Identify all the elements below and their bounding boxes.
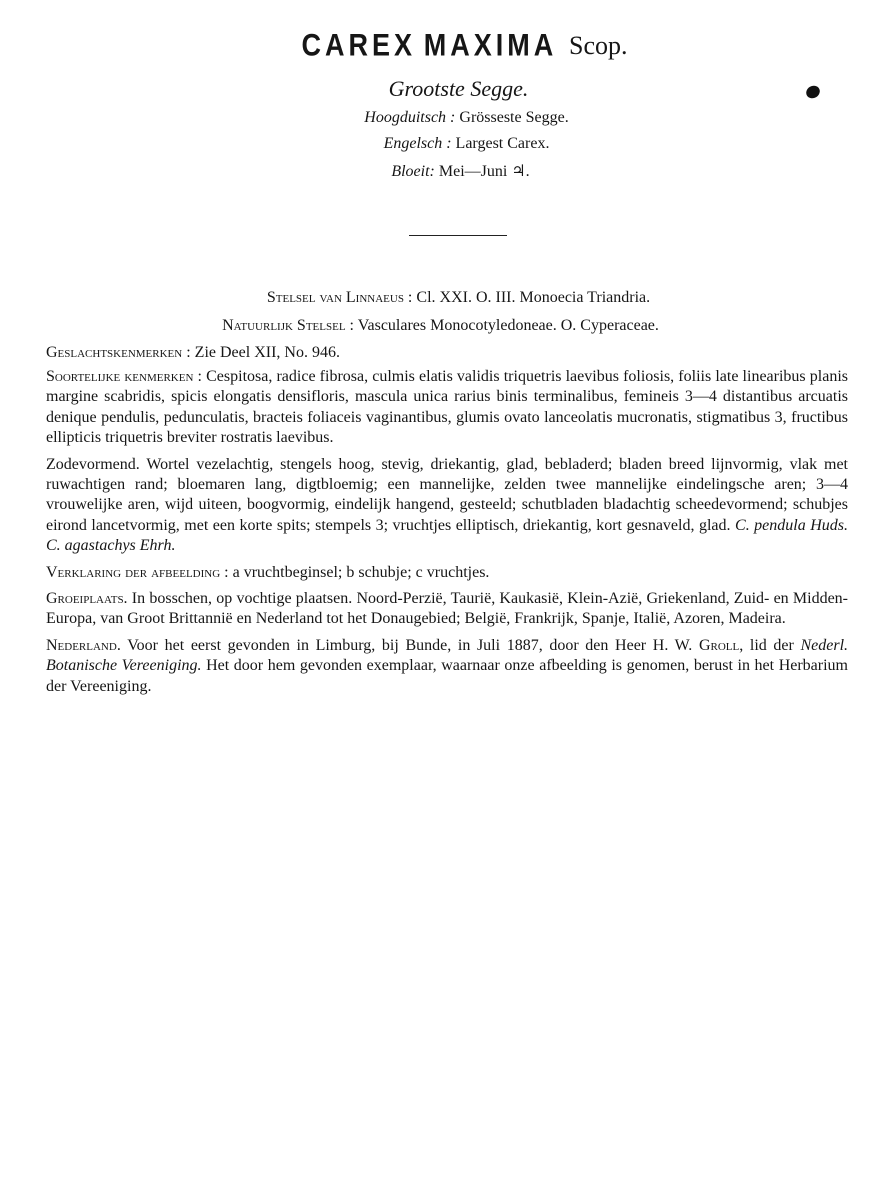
body-text — [46, 367, 848, 703]
netherlands-text-1: Voor het eerst gevonden in Limburg, bij Bunde, in Juli 1887, door den Heer H. W. — [127, 636, 693, 654]
species-text: Cespitosa, radice fibrosa, culmis elatis validis triquetris laevibus foliosis, foliis late linearibus planis margine scabridis, spicis elongatis densifloris, mascula unica rarius binis terminalibus, femineis 3—4 distantibus arcuatis denique pendulis, pedunculatis, bracteis foliaceis vaginantibus, glumis ovato lanceolatis mucronatis, stigmatibus 3, fructibus ellipticis triquetris breviter rostratis laevibus. — [46, 368, 848, 447]
bloom-label: Bloeit: — [391, 163, 435, 180]
linnaeus-label: Stelsel van Linnaeus : — [266, 289, 413, 306]
english-name: Largest Carex. — [455, 135, 550, 152]
linnaeus-value: Cl. XXI. O. III. Monoecia Triandria. — [416, 289, 651, 306]
linnaeus-system-line — [22, 289, 873, 307]
english-name-line — [30, 135, 873, 153]
species-title — [28, 27, 873, 63]
dutch-common-name: Grootste Segge. — [388, 76, 529, 101]
habitat-paragraph — [46, 589, 848, 630]
natural-value: Vasculares Monocotyledoneae. O. Cyperaceae. — [357, 317, 659, 334]
figure-legend-paragraph — [46, 563, 848, 583]
english-label: Engelsch : — [383, 135, 452, 152]
species-name: MAXIMA — [423, 27, 558, 63]
society-name: Nederl. Botanische Vereeniging. — [46, 636, 849, 675]
genus-name: CAREX — [301, 27, 416, 63]
collector-name: Groll — [698, 636, 740, 654]
description-text: Zodevormend. Wortel vezelachtig, stengels hoog, stevig, driekantig, glad, bebladerd; bladen breed lijnvormig, vlak met ruwachtigen rand; bloemaren lang, digtbloemig; een mannelijke, zelden twee mannelijke eindelingsche aren; 3—4 vrouwelijke aren, wijd uiteen, boogvormig, eindelijk hangend, gesteeld; schutbladen bladachtig scheedevormend; schubjes eirond lancetvormig, met een korte spits; stempels 3; vruchtjes elliptisch, driekantig, kort gesnaveld, glad. — [46, 455, 848, 534]
figure-label: Verklaring der afbeelding : — [46, 563, 229, 581]
natural-system-line — [4, 317, 873, 335]
separator-rule — [409, 235, 507, 236]
author-abbreviation: Scop. — [569, 31, 628, 60]
natural-label: Natuurlijk Stelsel : — [222, 317, 354, 334]
habitat-label: Groeiplaats. — [46, 590, 128, 608]
genus-label: Geslachtskenmerken : — [46, 344, 191, 361]
german-name-line — [30, 109, 873, 127]
description-paragraph — [46, 455, 848, 557]
netherlands-text-3: Het door hem gevonden exemplaar, waarnaar onze afbeelding is genomen, berust in het Herbarium der Vereeniging. — [46, 657, 849, 695]
netherlands-paragraph — [46, 636, 848, 697]
netherlands-text-2: , lid der — [739, 636, 794, 654]
habitat-text: In bosschen, op vochtige plaatsen. Noord-Perzië, Taurië, Kaukasië, Klein-Azië, Griekenland, Zuid- en Midden-Europa, van Groot Brittannië en Nederland tot het Donaugebied; België, Frankrijk, Spanje, Italië, Azoren, Madeira. — [46, 590, 849, 628]
bloom-line — [24, 161, 873, 181]
bloom-value: Mei—Juni ♃. — [438, 163, 530, 180]
german-name: Grösseste Segge. — [459, 109, 569, 126]
genus-value: Zie Deel XII, No. 946. — [194, 344, 340, 361]
species-label: Soortelijke kenmerken : — [46, 368, 202, 385]
figure-text: a vruchtbeginsel; b schubje; c vruchtjes. — [232, 563, 490, 581]
synonyms: C. pendula Huds. C. agastachys Ehrh. — [46, 516, 849, 555]
german-label: Hoogduitsch : — [364, 109, 456, 126]
species-characteristics-paragraph — [46, 367, 848, 449]
netherlands-label: Nederland. — [46, 636, 121, 654]
genus-characteristics — [46, 343, 848, 363]
